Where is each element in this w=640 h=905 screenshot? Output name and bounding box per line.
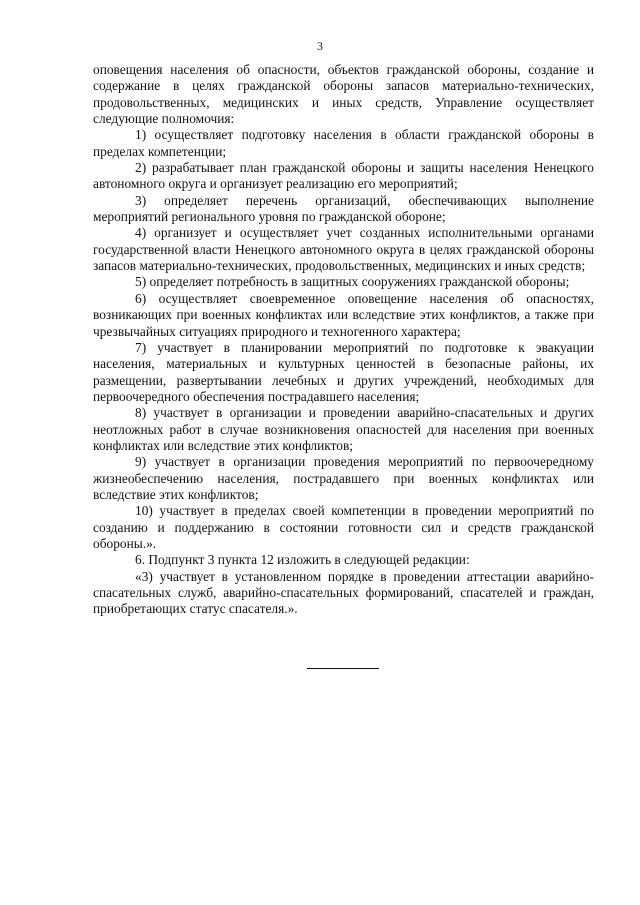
paragraph-item-9: 9) участвует в организации проведения мероприятий по первоочередному жизнеобеспечению населения, пострадавшего при военных конфликтах или вследствие этих конфликтов; xyxy=(93,454,594,502)
paragraph-item-6: 6) осуществляет своевременное оповещение населения об опасностях, возникающих при военных конфликтах или вследствие этих конфликтов, а также при чрезвычайных ситуациях природного и техногенного характера; xyxy=(93,290,594,339)
paragraph-item-10: 10) участвует в пределах своей компетенции в проведении мероприятий по созданию и поддержанию в состоянии готовности сил и средств гражданской обороны.». xyxy=(93,503,594,551)
paragraph-amendment-6: 6. Подпункт 3 пункта 12 изложить в следующей редакции: xyxy=(135,552,470,568)
paragraph-item-3: 3) определяет перечень организаций, обеспечивающих выполнение мероприятий регионального уровня по гражданской обороне; xyxy=(93,192,594,225)
page-number: 3 xyxy=(317,39,323,53)
paragraph-item-8: 8) участвует в организации и проведении аварийно-спасательных и других неотложных работ в случае возникновения опасностей для населения при военных конфликтах или вследствие этих конфликтов; xyxy=(93,405,594,453)
paragraph-item-2: 2) разрабатывает план гражданской обороны и защиты населения Ненецкого автономного округа и организует реализацию его мероприятий; xyxy=(93,160,594,192)
document-body xyxy=(93,62,594,618)
paragraph-item-7: 7) участвует в планировании мероприятий по подготовке к эвакуации населения, материальных и культурных ценностей в безопасные районы, их размещении, развертывании лечебных и других учреждений, необходимых для первоочередного обеспечения пострадавшего населения; xyxy=(93,339,594,404)
paragraph-new-subpoint-3: «3) участвует в установленном порядке в проведении аттестации аварийно-спасательных служб, аварийно-спасательных формирований, спасателей и граждан, приобретающих статус спасателя.». xyxy=(93,568,594,617)
end-of-document-rule xyxy=(307,668,379,669)
paragraph-item-5: 5) определяет потребность в защитных сооружениях гражданской обороны; xyxy=(135,274,570,290)
paragraph-item-4: 4) организует и осуществляет учет созданных исполнительными органами государственной власти Ненецкого автономного округа в целях гражданской обороны запасов материально-технических, продовольственных, медицинских и иных средств; xyxy=(93,225,594,274)
paragraph-intro: оповещения населения об опасности, объектов гражданской обороны, создание и содержание в целях гражданской обороны запасов материально-технических, продовольственных, медицинских и иных средств, Управление осуществляет следующие полномочия: xyxy=(93,62,594,127)
paragraph-item-1: 1) осуществляет подготовку населения в области гражданской обороны в пределах компетенции; xyxy=(93,127,594,159)
